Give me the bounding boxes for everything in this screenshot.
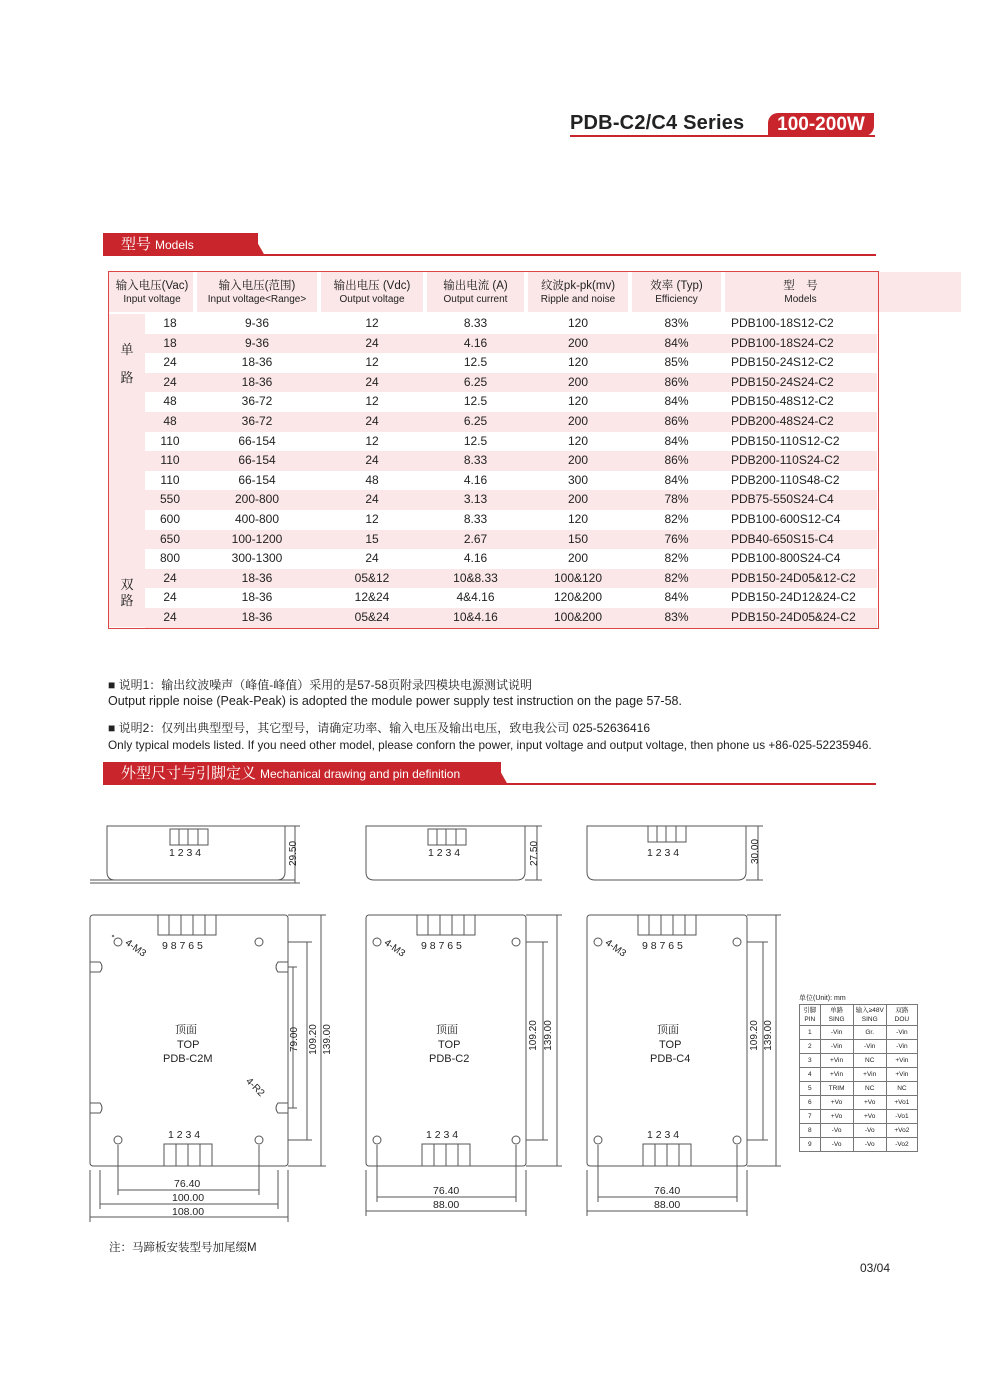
table-cell: 4.16 (463, 472, 488, 487)
c2m-bottom-pins: 1 2 3 4 (168, 1129, 201, 1141)
pin-header-cell (820, 1005, 853, 1026)
table-cell: 84% (664, 433, 689, 448)
model-cell: PDB150-110S12-C2 (731, 433, 840, 448)
table-cell: 78% (664, 492, 689, 507)
table-cell: 24 (365, 453, 379, 468)
model-cell: PDB100-800S24-C4 (731, 551, 841, 566)
table-row (145, 549, 877, 569)
header-separator (524, 272, 528, 312)
pin-cell: NC (853, 1082, 886, 1096)
table-row (145, 392, 877, 412)
group-single-label (109, 314, 145, 569)
header-cn: 输出电流 (A) (443, 280, 508, 292)
table-header-cell (526, 272, 630, 312)
table-cell: 120 (567, 512, 589, 526)
table-row (145, 353, 877, 373)
table-cell: 76% (664, 531, 689, 546)
pin-cell: 8 (800, 1124, 821, 1138)
table-header-cell (425, 272, 526, 312)
models-table (108, 271, 879, 629)
mech-tab-slant (483, 762, 523, 785)
model-cell: PDB150-48S12-C2 (731, 394, 834, 409)
table-cell: 120 (567, 316, 589, 330)
model-cell: PDB100-18S24-C2 (731, 335, 834, 350)
table-row (145, 608, 877, 628)
model-cell: PDB40-650S15-C4 (731, 531, 834, 546)
pin-row (800, 1138, 918, 1152)
header-en: Input voltage<Range> (207, 294, 307, 305)
pin-cell: -Vin (886, 1040, 917, 1054)
table-cell: 24 (163, 590, 177, 605)
pin-cell: +Vo1 (886, 1096, 917, 1110)
table-cell: 110 (160, 433, 180, 448)
pin-row (800, 1096, 918, 1110)
c2m-model: PDB-C2M (163, 1053, 213, 1065)
table-header-cell (319, 272, 425, 312)
pin-cell: +Vo (853, 1096, 886, 1110)
table-row (145, 314, 877, 334)
header-cn: 输出电压 (Vdc) (333, 280, 411, 292)
model-cell: PDB200-110S48-C2 (731, 472, 840, 487)
header-cn: 纹波pk-pk(mv) (540, 280, 616, 292)
table-cell: 6.25 (463, 414, 488, 428)
table-cell: 8.33 (463, 512, 488, 526)
pin-cell: +Vo2 (886, 1124, 917, 1138)
header-cn: 输入电压(Vac) (115, 280, 189, 292)
mech-section-rule (103, 783, 876, 785)
table-cell: 24 (163, 610, 177, 624)
pin-cell: -Vo (853, 1124, 886, 1138)
pin-cell: -Vin (853, 1040, 886, 1054)
table-cell: 83% (664, 316, 689, 330)
pin-header-en: SING (861, 1016, 878, 1023)
table-cell: 82% (664, 551, 689, 566)
table-cell: 18-36 (241, 374, 273, 389)
c2m-top-cn: 顶面 (175, 1024, 197, 1036)
c2-dim-88: 88.00 (433, 1199, 460, 1211)
table-cell: 18 (163, 316, 177, 330)
c4-top-cn: 顶面 (657, 1024, 679, 1036)
table-cell: 66-154 (238, 472, 276, 487)
pin-row (800, 1110, 918, 1124)
table-row (145, 451, 877, 471)
table-cell: 12 (365, 394, 379, 409)
c2-mount-label: 4-M3 (381, 937, 407, 960)
table-row (145, 432, 877, 452)
note2-en: Only typical models listed. If you need other model, please conforn the power, input voltage and output voltage, then phone us +86-025-52235946. (108, 738, 872, 752)
group-dual-text: 双 路 (120, 577, 134, 608)
header-cn: 输入电压(范围) (218, 280, 296, 292)
pin-cell: 3 (800, 1054, 821, 1068)
note2-cn: ■ 说明2：仅列出典型型号，其它型号，请确定功率、输入电压及输出电压，致电我公司 025-52636416 (108, 721, 651, 735)
table-cell: 86% (664, 374, 689, 389)
table-cell: 9-36 (244, 316, 270, 330)
table-cell: 36-72 (241, 394, 273, 409)
group-dual-label (109, 569, 145, 627)
header-cn: 型 号 (783, 280, 818, 292)
table-cell: 200 (567, 492, 589, 507)
table-cell: 82% (664, 512, 689, 526)
pin-cell: 1 (800, 1026, 821, 1040)
table-cell: 200 (567, 374, 589, 389)
table-cell: 200-800 (234, 492, 280, 507)
table-cell: 120 (567, 355, 589, 370)
table-cell: 84% (664, 472, 689, 487)
pin-header-cn: 引脚 (803, 1007, 817, 1014)
c4-height-dim: 30.00 (750, 838, 762, 865)
header-separator (317, 272, 321, 312)
pin-cell: -Vo2 (886, 1138, 917, 1152)
table-cell: 200 (567, 551, 589, 566)
table-cell: 120 (567, 394, 589, 409)
pin-cell: +Vin (820, 1068, 853, 1082)
table-cell: 84% (664, 590, 689, 605)
c2m-dim-108: 108.00 (172, 1206, 205, 1218)
table-cell: 150 (567, 531, 589, 546)
pin-row (800, 1068, 918, 1082)
pin-cell: TRIM (820, 1082, 853, 1096)
model-cell: PDB150-24D12&24-C2 (731, 590, 856, 605)
series-title: PDB-C2/C4 Series (570, 112, 745, 134)
pin-cell: NC (886, 1082, 917, 1096)
header-en: Output voltage (339, 294, 405, 305)
pin-header-en: DOU (894, 1016, 910, 1023)
pin-row (800, 1124, 918, 1138)
table-cell: 18-36 (241, 355, 273, 370)
table-row (145, 510, 877, 530)
c4-dim-76: 76.40 (654, 1185, 681, 1197)
c2m-top-pins: 9 8 7 6 5 (162, 940, 203, 952)
pin-cell: NC (853, 1054, 886, 1068)
c2m-radius-label: 4-R2 (243, 1075, 267, 1100)
table-cell: 200 (567, 453, 589, 468)
c2m-top-en: TOP (177, 1039, 200, 1051)
table-cell: 100&120 (553, 570, 603, 585)
table-row (145, 588, 877, 608)
model-cell: PDB100-600S12-C4 (731, 512, 841, 526)
table-cell: 120 (567, 433, 589, 448)
table-cell: 48 (365, 472, 379, 487)
c4-bottom-pins: 1 2 3 4 (647, 1129, 680, 1141)
table-cell: 24 (163, 570, 177, 585)
pin-cell: +Vin (886, 1068, 917, 1082)
pin-cell: +Vin (886, 1054, 917, 1068)
table-cell: 15 (365, 531, 379, 546)
pin-header-en: PIN (804, 1016, 816, 1023)
c2-top-en: TOP (438, 1039, 461, 1051)
table-cell: 24 (365, 551, 379, 566)
table-cell: 4&4.16 (456, 590, 495, 605)
pin-table (799, 1004, 918, 1152)
table-cell: 8.33 (463, 453, 488, 468)
models-section-rule (103, 254, 876, 256)
pin-cell: Gr. (853, 1026, 886, 1040)
table-cell: 120&200 (553, 590, 603, 605)
header-rule (570, 135, 875, 137)
pin-cell: -Vo (853, 1138, 886, 1152)
table-cell: 66-154 (238, 453, 276, 468)
mech-title-en: Mechanical drawing and pin definition (260, 767, 461, 781)
c2-top-cn: 顶面 (436, 1024, 458, 1036)
table-header-cell (195, 272, 319, 312)
models-section-tab (103, 233, 258, 256)
model-cell: PDB150-24S12-C2 (731, 355, 834, 370)
table-row (145, 569, 877, 589)
pin-cell: -Vo (820, 1124, 853, 1138)
table-cell: 550 (159, 492, 181, 507)
pin-cell: -Vo (820, 1138, 853, 1152)
pin-header-cell (800, 1005, 821, 1026)
table-cell: 6.25 (463, 374, 488, 389)
c4-top-pins: 9 8 7 6 5 (642, 940, 683, 952)
pin-header-cn: 单路 (830, 1007, 844, 1014)
group-single-text: 单 路 (120, 342, 134, 385)
table-cell: 8.33 (463, 316, 488, 330)
table-cell: 12.5 (463, 433, 488, 448)
c2-height-dim: 27.50 (529, 840, 541, 867)
pin-cell: -Vo1 (886, 1110, 917, 1124)
c2m-dim-109: 109.20 (307, 1024, 319, 1055)
table-cell: 86% (664, 453, 689, 468)
model-cell: PDB200-110S24-C2 (731, 453, 840, 468)
table-cell: 05&24 (354, 610, 390, 624)
table-cell: 82% (664, 570, 689, 585)
c2-top-pins: 9 8 7 6 5 (421, 940, 462, 952)
c2-dim-109: 109.20 (527, 1020, 539, 1051)
pin-cell: 7 (800, 1110, 821, 1124)
pin-row (800, 1054, 918, 1068)
table-cell: 12&24 (354, 590, 390, 605)
table-cell: 3.13 (463, 492, 488, 507)
pin-cell: 5 (800, 1082, 821, 1096)
note1-en: Output ripple noise (Peak-Peak) is adopted the module power supply test instruction on the page 57-58. (108, 694, 682, 708)
model-cell: PDB150-24D05&12-C2 (731, 570, 856, 585)
table-cell: 800 (159, 551, 181, 566)
c4-model: PDB-C4 (650, 1053, 691, 1065)
table-cell: 4.16 (463, 335, 488, 350)
table-cell: 10&8.33 (453, 570, 498, 585)
tab-slant (240, 233, 280, 256)
table-cell: 48 (163, 414, 177, 428)
table-cell: 18-36 (241, 610, 273, 624)
header-separator (193, 272, 197, 312)
table-cell: 200 (567, 414, 589, 428)
table-cell: 300-1300 (231, 551, 283, 566)
table-cell: 110 (160, 472, 180, 487)
table-cell: 12 (365, 316, 379, 330)
table-header-cell (723, 272, 878, 312)
c4-dim-139: 139.00 (762, 1020, 774, 1051)
table-cell: 86% (664, 414, 689, 428)
table-cell: 36-72 (241, 414, 273, 428)
pin-cell: 2 (800, 1040, 821, 1054)
table-cell: 85% (664, 355, 689, 370)
table-row (145, 471, 877, 491)
c2-bottom-pins: 1 2 3 4 (426, 1129, 459, 1141)
table-cell: 24 (365, 374, 379, 389)
footer-note: 注：马蹄板安装型号加尾缀M (109, 1242, 257, 1254)
table-cell: 4.16 (463, 551, 488, 566)
table-cell: 12 (365, 512, 379, 526)
pin-header-cn: 输入≥48V (855, 1007, 884, 1014)
models-title-cn: 型号 (121, 236, 152, 253)
table-row (145, 412, 877, 432)
power-range-badge: 100-200W (768, 113, 874, 136)
pin-header-en: SING (828, 1016, 845, 1023)
c4-mount-label: 4-M3 (602, 937, 628, 960)
table-cell: 12.5 (463, 394, 488, 409)
header-cn: 效率 (Typ) (650, 280, 703, 292)
pin-row (800, 1026, 918, 1040)
table-cell: 05&12 (354, 570, 390, 585)
model-cell: PDB150-24D05&24-C2 (731, 610, 856, 624)
model-cell: PDB100-18S12-C2 (731, 316, 834, 330)
table-cell: 24 (365, 492, 379, 507)
pin-cell: +Vo (820, 1096, 853, 1110)
c2m-mount-label: 4-M3 (122, 937, 148, 960)
pin-cell: +Vin (820, 1054, 853, 1068)
page-number: 03/04 (860, 1261, 891, 1275)
c2m-dim-79: 79.00 (289, 1026, 301, 1053)
pin-header-cell (886, 1005, 917, 1026)
header-en: Efficiency (655, 294, 698, 305)
pin-cell: 9 (800, 1138, 821, 1152)
table-cell: 12 (365, 355, 379, 370)
header-en: Output current (443, 294, 508, 305)
pin-row (800, 1040, 918, 1054)
table-cell: 9-36 (244, 335, 270, 350)
c4-side-pins: 1 2 3 4 (647, 847, 680, 859)
c2-model: PDB-C2 (429, 1053, 470, 1065)
table-cell: 12 (365, 433, 379, 448)
table-cell: 650 (159, 531, 181, 546)
pin-cell: -Vin (886, 1026, 917, 1040)
model-cell: PDB150-24S24-C2 (731, 374, 834, 389)
table-cell: 200 (567, 335, 589, 350)
table-cell: 12.5 (463, 355, 488, 370)
c2-dim-139: 139.00 (542, 1020, 554, 1051)
table-cell: 18-36 (241, 590, 273, 605)
header-en: Ripple and noise (540, 294, 616, 305)
c2m-dim-100: 100.00 (172, 1192, 205, 1204)
pin-table-unit: 单位(Unit): mm (799, 995, 846, 1002)
c2m-height-dim: 29.50 (288, 840, 300, 867)
pin-cell: +Vin (853, 1068, 886, 1082)
table-cell: 83% (664, 610, 689, 624)
pin-definition-table (799, 1004, 918, 1152)
table-header-cell (630, 272, 723, 312)
table-cell: 300 (567, 472, 589, 487)
c2m-dim-139: 139.00 (321, 1024, 333, 1055)
table-cell: 84% (664, 394, 689, 409)
c2-dim-76: 76.40 (433, 1185, 460, 1197)
table-cell: 24 (163, 374, 177, 389)
table-cell: 18-36 (241, 570, 273, 585)
c2m-dim-76: 76.40 (174, 1178, 201, 1190)
c2m-side-pins: 1 2 3 4 (169, 847, 202, 859)
table-cell: 66-154 (238, 433, 276, 448)
pin-cell: 6 (800, 1096, 821, 1110)
table-row (145, 373, 877, 393)
c2-side-pins: 1 2 3 4 (428, 847, 461, 859)
table-cell: 2.67 (463, 531, 488, 546)
table-cell: 84% (664, 335, 689, 350)
pin-header-cn: 双路 (895, 1007, 909, 1014)
c4-dim-109: 109.20 (748, 1020, 760, 1051)
note1-cn: ■ 说明1：输出纹波噪声（峰值-峰值）采用的是57-58页附录四模块电源测试说明 (108, 678, 532, 692)
c4-top-en: TOP (659, 1039, 682, 1051)
table-cell: 24 (365, 414, 379, 428)
c4-dim-88: 88.00 (654, 1199, 681, 1211)
header-separator (721, 272, 725, 312)
table-header-cell (109, 272, 195, 312)
table-cell: 600 (159, 512, 181, 526)
table-row (145, 490, 877, 510)
pin-header-cell (853, 1005, 886, 1026)
mech-section-tab (103, 762, 501, 785)
table-cell: 10&4.16 (453, 610, 498, 624)
pin-cell: -Vin (820, 1040, 853, 1054)
pin-cell: 4 (800, 1068, 821, 1082)
table-row (145, 530, 877, 550)
header-en: Input voltage (123, 294, 181, 305)
header-en: Models (784, 294, 817, 305)
header-separator (628, 272, 632, 312)
models-section-bar (103, 233, 876, 256)
mech-title-cn: 外型尺寸与引脚定义 (121, 765, 257, 782)
table-cell: 100&200 (553, 610, 603, 624)
pin-row (800, 1082, 918, 1096)
table-row (145, 334, 877, 354)
model-cell: PDB200-48S24-C2 (731, 414, 834, 428)
models-title-en: Models (155, 238, 194, 252)
mech-section-bar (103, 762, 876, 785)
table-cell: 18 (163, 335, 177, 350)
pin-cell: +Vo (853, 1110, 886, 1124)
table-cell: 24 (365, 335, 379, 350)
header-separator (423, 272, 427, 312)
table-cell: 24 (163, 355, 177, 370)
table-cell: 100-1200 (231, 531, 283, 546)
table-cell: 48 (163, 394, 177, 409)
pin-cell: +Vo (820, 1110, 853, 1124)
table-cell: 400-800 (234, 512, 280, 526)
table-cell: 110 (160, 453, 180, 468)
pin-cell: -Vin (820, 1026, 853, 1040)
model-cell: PDB75-550S24-C4 (731, 492, 834, 507)
